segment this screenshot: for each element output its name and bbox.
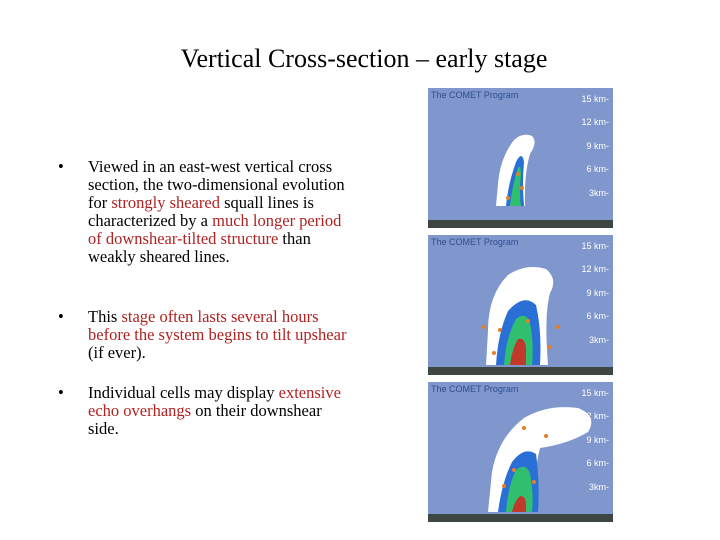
height-label-3km: 3km- xyxy=(589,188,609,198)
height-label-9km: 9 km- xyxy=(586,435,609,445)
bullet-segment: This xyxy=(88,307,122,326)
height-label-6km: 6 km- xyxy=(586,164,609,174)
storm-illustration xyxy=(428,88,613,228)
height-label-3km: 3km- xyxy=(589,335,609,345)
height-label-12km: 12 km- xyxy=(581,117,609,127)
bullet-item xyxy=(58,308,348,362)
bullet-text xyxy=(88,307,346,362)
bullet-highlight: stage often lasts several hours before the system begins to tilt upshear xyxy=(88,307,347,344)
storm-illustration xyxy=(428,382,613,522)
bullet-segment: Viewed in an east-west vertical cross section, the two-dimensional evolution for xyxy=(88,157,345,212)
cross-section-panel-1 xyxy=(428,88,613,228)
height-label-6km: 6 km- xyxy=(586,311,609,321)
bullet-text xyxy=(88,157,345,266)
height-label-9km: 9 km- xyxy=(586,288,609,298)
ground-strip xyxy=(428,367,613,375)
panel-watermark: The COMET Program xyxy=(431,90,519,100)
bullet-segment: than weakly sheared lines. xyxy=(88,229,311,266)
bullet-highlight: extensive echo overhangs xyxy=(88,383,341,420)
bullet-segment: squall lines is characterized by a xyxy=(88,193,314,230)
slide-title: Vertical Cross-section – early stage xyxy=(180,44,548,73)
bullet-segment: Individual cells may display xyxy=(88,383,279,402)
panel-watermark: The COMET Program xyxy=(431,237,519,247)
bullet-item xyxy=(58,158,348,266)
height-label-15km: 15 km- xyxy=(581,94,609,104)
height-label-15km: 15 km- xyxy=(581,388,609,398)
height-label-12km: 12 km- xyxy=(581,264,609,274)
bullet-marker: • xyxy=(58,383,64,402)
cross-section-panel-2 xyxy=(428,235,613,375)
bullet-item xyxy=(58,384,348,438)
bullet-marker: • xyxy=(58,307,64,326)
ground-strip xyxy=(428,514,613,522)
storm-illustration xyxy=(428,235,613,375)
bullet-segment: (if ever). xyxy=(88,343,146,362)
bullet-marker: • xyxy=(58,157,64,176)
height-label-12km: 12 km- xyxy=(581,411,609,421)
bullet-text xyxy=(88,383,341,438)
bullet-highlight: strongly sheared xyxy=(111,193,220,212)
panel-watermark: The COMET Program xyxy=(431,384,519,394)
height-label-15km: 15 km- xyxy=(581,241,609,251)
height-label-9km: 9 km- xyxy=(586,141,609,151)
cross-section-panel-3 xyxy=(428,382,613,522)
bullet-segment: on their downshear side. xyxy=(88,401,322,438)
bullet-highlight: much longer period of downshear-tilted structure xyxy=(88,211,342,248)
ground-strip xyxy=(428,220,613,228)
height-label-3km: 3km- xyxy=(589,482,609,492)
height-label-6km: 6 km- xyxy=(586,458,609,468)
